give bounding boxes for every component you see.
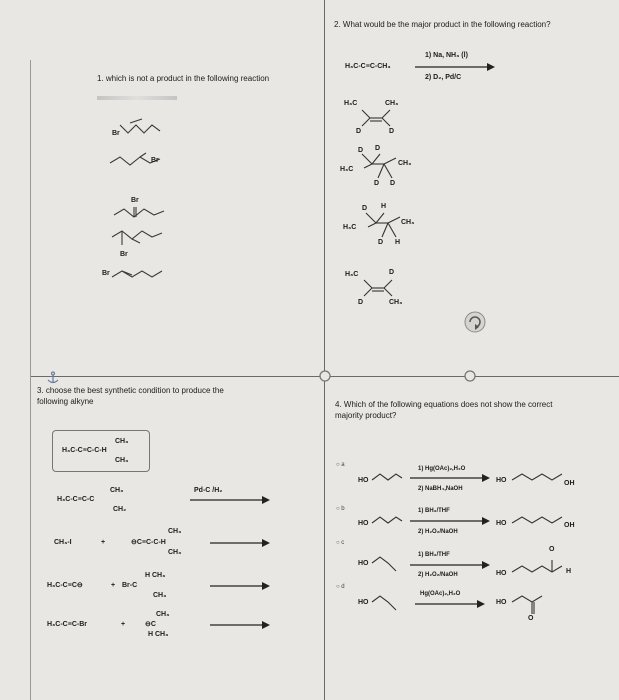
q4-b-product-chain [512, 513, 572, 529]
q3-optC-main: Br-C [122, 582, 138, 589]
q1-option4-br: Br [120, 251, 128, 258]
q4-c-sm-chain [372, 553, 402, 573]
q4-c-product-chain [512, 556, 572, 580]
row-marker-left [318, 369, 332, 383]
q4-c-product-o: O [549, 546, 555, 553]
q3-target-ch3-bottom: CH₃ [115, 457, 129, 464]
q3-optD-top: CH₃ [156, 611, 170, 618]
q4-b-sm-ho: HO [358, 520, 369, 527]
q3-optD-main: ⊖C [145, 621, 156, 628]
q2-opt3-h1: H [381, 203, 387, 210]
column-divider [324, 0, 325, 700]
q2-opt1-d1: D [356, 128, 362, 135]
q3-optC-top: H CH₃ [145, 572, 166, 579]
q2-opt4-d2: D [358, 299, 364, 306]
q2-opt3-bonds [364, 211, 404, 241]
q2-opt2-d3: D [374, 180, 380, 187]
q4-d-sm-chain [372, 592, 402, 612]
q1-scribble [97, 96, 177, 100]
q4-b-reagent2: 2) H₂O₂/NaOH [418, 529, 458, 535]
q2-opt3-d1: D [362, 205, 368, 212]
q4-b-product-ho: HO [496, 520, 507, 527]
q4-d-product-ho: HO [496, 599, 507, 606]
q2-opt1-ch3: CH₃ [385, 100, 399, 107]
q4-c-reagent2: 2) H₂O₂/NaOH [418, 572, 458, 578]
q4-label-c: c [341, 540, 345, 546]
q4-radio-c[interactable]: ○ c [336, 540, 345, 546]
q3-optC-arrow [210, 582, 270, 590]
q3-optA-main: H₃C-C≡C-C [57, 496, 95, 503]
q2-opt2-d4: D [390, 180, 396, 187]
q3-optC-left: H₃C-C≡C⊖ [47, 582, 83, 589]
q4-b-product-oh: OH [564, 522, 575, 529]
q3-target-ch3-top: CH₃ [115, 438, 129, 445]
q3-optB-arrow [210, 539, 270, 547]
q4-c-reagent1: 1) BH₃/THF [418, 552, 450, 558]
q2-opt2-bonds [360, 152, 400, 182]
q2-reaction-arrow [415, 63, 495, 71]
q2-opt2-h3c: H₃C [340, 166, 354, 173]
q4-a-product-oh: OH [564, 480, 575, 487]
q3-optA-reagent: Pd-C /H₂ [194, 487, 223, 494]
q2-refresh-icon[interactable] [463, 310, 487, 334]
q4-a-sm-chain [372, 470, 402, 486]
q3-title-line1: 3. choose the best synthetic condition to produce the [37, 386, 224, 395]
q3-optB-main: ⊖C≡C-C-H [131, 539, 166, 546]
q3-optA-ch2: CH₂ [113, 506, 127, 513]
q4-b-reagent1: 1) BH₃/THF [418, 508, 450, 514]
q2-opt3-d2: D [378, 239, 384, 246]
q3-optB-ch3-bottom: CH₃ [168, 549, 182, 556]
q4-title-line2: majority product? [335, 411, 397, 420]
q3-optB-ch3-top: CH₃ [168, 528, 182, 535]
q1-option5-chain [112, 271, 162, 277]
q4-a-reagent2: 2) NaBH₄,NaOH [418, 486, 463, 492]
q4-title-line1: 4. Which of the following equations does not show the correct [335, 400, 553, 409]
q3-optC-bottom: CH₃ [153, 592, 167, 599]
q4-a-product-ho: HO [496, 477, 507, 484]
q3-optC-plus: + [111, 582, 116, 589]
q4-c-arrow [410, 561, 490, 569]
q2-opt3-ch3: CH₃ [401, 219, 415, 226]
q1-option1-br: Br [112, 130, 120, 137]
q2-opt2-d1: D [358, 147, 364, 154]
left-border [30, 60, 31, 700]
q3-optA-ch3: CH₃ [110, 487, 124, 494]
q2-opt1-h3c: H₃C [344, 100, 358, 107]
q4-d-product-o: O [528, 615, 534, 622]
q3-optD-left: H₃C-C≡C-Br [47, 621, 87, 628]
q4-a-reagent1: 1) Hg(OAc)₂,H₂O [418, 466, 466, 472]
q2-opt4-bonds [358, 278, 398, 308]
q4-b-sm-chain [372, 513, 402, 529]
q4-c-sm-ho: HO [358, 560, 369, 567]
q4-c-product-h: H [566, 568, 572, 575]
q3-optB-left: CH₃-I [54, 539, 72, 546]
q4-d-product-chain [512, 590, 562, 618]
q4-label-b: b [341, 506, 345, 512]
q2-opt1-bonds [356, 108, 396, 138]
q3-title-line2: following alkyne [37, 397, 94, 406]
q3-optD-arrow [210, 621, 270, 629]
q2-opt4-ch3: CH₃ [389, 299, 403, 306]
q2-opt2-ch3: CH₃ [398, 160, 412, 167]
q4-a-arrow [410, 474, 490, 482]
q4-d-reagent1: Hg(OAc)₂,H₂O [420, 591, 461, 597]
q2-opt4-d1: D [389, 269, 395, 276]
q2-reactant: H₃C-C≡C-CH₃ [345, 63, 391, 70]
q3-target-main: H₃C-C≡C-C-H [62, 447, 107, 454]
q2-reagent2: 2) D₂, Pd/C [425, 74, 462, 81]
q1-option5-br: Br [102, 270, 110, 277]
q2-opt1-d2: D [389, 128, 395, 135]
q4-c-product-ho: HO [496, 570, 507, 577]
q2-opt3-h2: H [395, 239, 401, 246]
q1-option4-chain [112, 231, 162, 239]
q3-optD-plus: + [121, 621, 126, 628]
q4-d-sm-ho: HO [358, 599, 369, 606]
q2-reagent1: 1) Na, NH₃ (l) [425, 52, 468, 59]
q4-a-sm-ho: HO [358, 477, 369, 484]
q4-label-a: a [341, 462, 345, 468]
anchor-icon [46, 371, 60, 385]
q3-optB-plus: + [101, 539, 106, 546]
q2-opt2-d2: D [375, 145, 381, 152]
q2-opt4-h3c: H₃C [345, 271, 359, 278]
q4-d-arrow [415, 600, 485, 608]
q1-option2-br: Br [151, 157, 159, 164]
q1-option1-chain [120, 125, 160, 133]
row-marker-right [463, 369, 477, 383]
q4-a-product-chain [512, 470, 572, 486]
q4-radio-d[interactable]: ○ d [336, 584, 345, 590]
q2-opt3-h3c: H₃C [343, 224, 357, 231]
q1-structures [90, 105, 290, 295]
q3-optA-arrow [190, 496, 270, 504]
row-divider-left [30, 376, 324, 377]
q3-optD-bottom: H CH₃ [148, 631, 169, 638]
q4-label-d: d [341, 584, 345, 590]
q4-radio-b[interactable]: ○ b [336, 506, 345, 512]
q1-option3-br: Br [131, 197, 139, 204]
q1-option3-chain [114, 209, 164, 217]
q4-radio-a[interactable]: ○ a [336, 462, 345, 468]
q2-title: 2. What would be the major product in the following reaction? [334, 20, 551, 29]
q1-title: 1. which is not a product in the following reaction [97, 74, 270, 83]
q4-b-arrow [410, 517, 490, 525]
